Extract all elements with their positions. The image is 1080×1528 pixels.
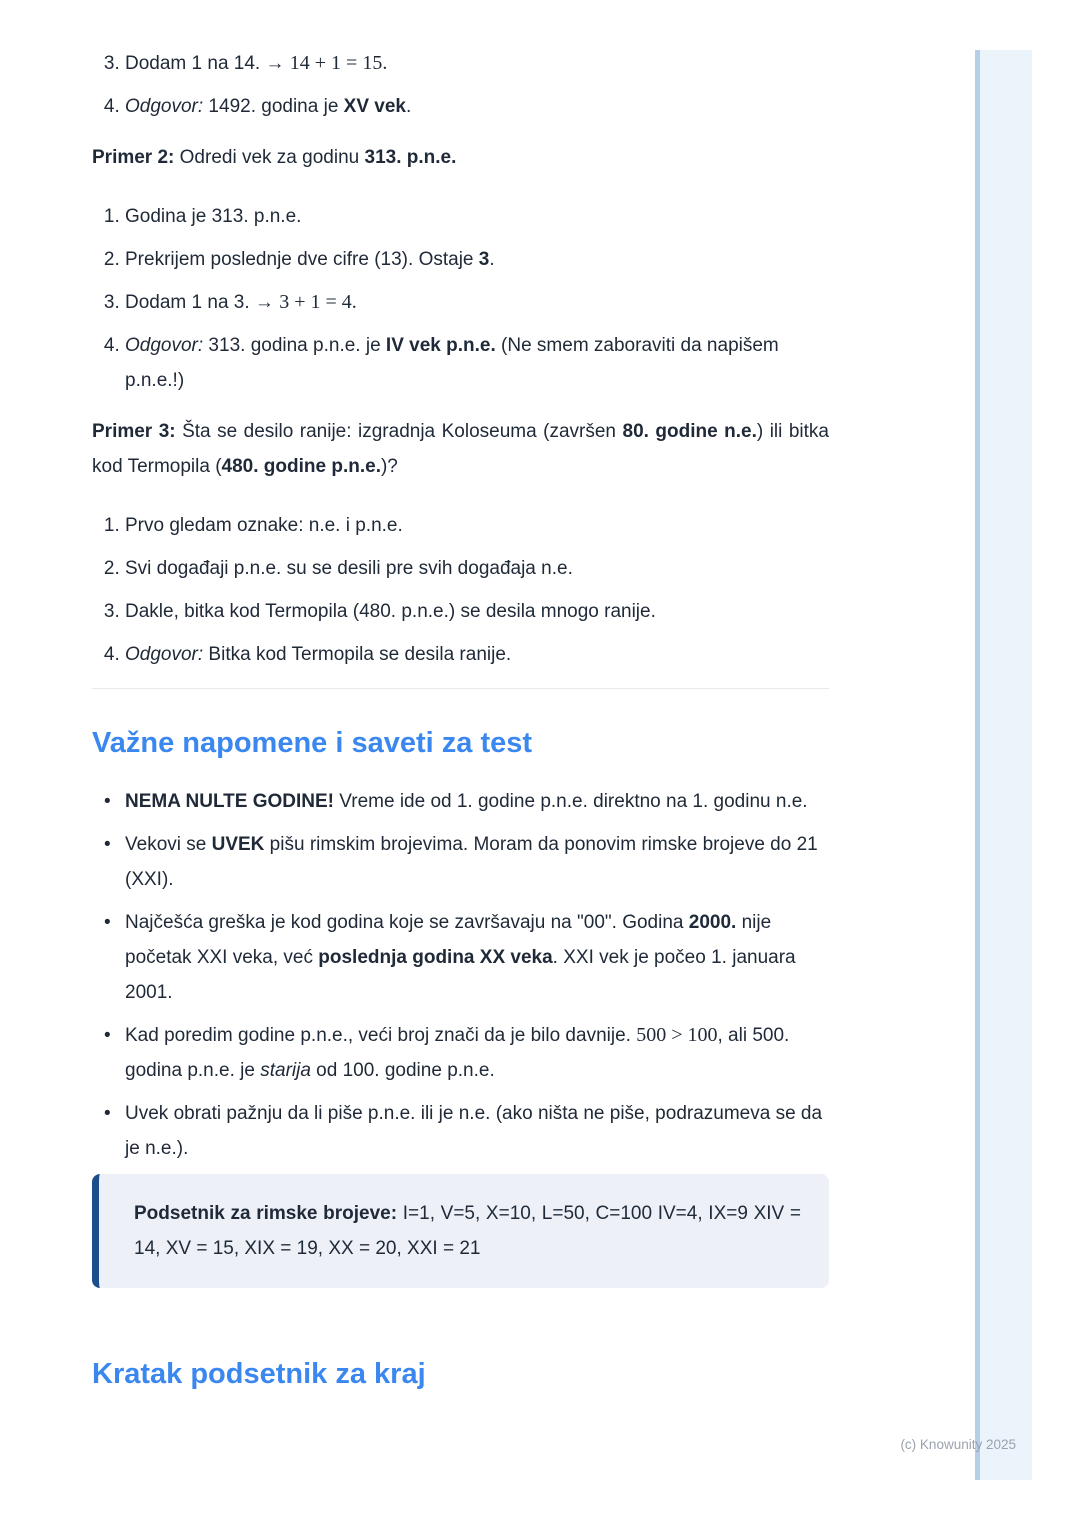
text-segment: starija — [260, 1060, 311, 1081]
text-segment: . XXI vek je počeo 1. januara 2001. — [125, 947, 796, 1003]
note-item — [125, 827, 829, 897]
step-item — [125, 199, 829, 234]
text-segment: . — [406, 96, 412, 117]
note-item — [125, 1096, 829, 1166]
text-segment: nije početak XXI veka, već — [125, 912, 772, 968]
text-segment: Bitka kod Termopila se desila ranije. — [203, 644, 512, 665]
step-item — [125, 594, 829, 629]
text-segment: 480. godine p.n.e. — [221, 456, 381, 477]
text-segment: 14 + 1 = 15. — [289, 52, 388, 74]
text-segment: 313. godina p.n.e. je — [203, 335, 386, 356]
note-item — [125, 784, 829, 819]
text-segment: Odgovor: — [125, 644, 204, 665]
step-item — [125, 328, 829, 398]
text-segment: Godina je 313. p.n.e. — [125, 206, 302, 227]
section-title-notes: Važne napomene i saveti za test — [92, 727, 533, 759]
text-segment: Odgovor: — [125, 335, 204, 356]
text-segment: Dodam 1 na 3. → — [125, 292, 280, 313]
text-segment: Uvek obrati pažnju da li piše p.n.e. ili je n.e. (ako ništa ne piše, podrazumeva se da je n.e.). — [125, 1103, 823, 1159]
steps-list-primer2 — [92, 199, 829, 398]
text-segment: Šta se desilo ranije: izgradnja Koloseuma (završen — [175, 421, 623, 442]
step-item — [125, 242, 829, 277]
text-segment: 2000. — [688, 912, 737, 933]
text-segment: NEMA NULTE GODINE! — [125, 791, 334, 812]
text-segment: , ali 500. godina p.n.e. je — [125, 1025, 790, 1081]
section-divider — [92, 688, 829, 689]
text-segment: Dakle, bitka kod Termopila (480. p.n.e.) se desila mnogo ranije. — [125, 601, 656, 622]
text-segment: poslednja godina XX veka — [318, 947, 553, 968]
primer3-heading — [92, 414, 829, 484]
text-segment: I=1, V=5, X=10, L=50, C=100 IV=4, IX=9 XIV = 14, XV = 15, XIX = 19, XX = 20, XXI = 21 — [134, 1203, 801, 1259]
text-segment: Svi događaji p.n.e. su se desili pre svih događaja n.e. — [125, 558, 573, 579]
text-segment: od 100. godine p.n.e. — [310, 1060, 495, 1081]
page-content — [92, 0, 829, 1392]
text-segment: pišu rimskim brojevima. Moram da ponovim rimske brojeve do 21 (XXI). — [125, 834, 818, 890]
callout-text — [134, 1196, 801, 1266]
text-segment: Odgovor: — [125, 96, 204, 117]
text-segment: Prvo gledam oznake: n.e. i p.n.e. — [125, 515, 403, 536]
steps-list-primer3 — [92, 508, 829, 672]
step-item — [125, 508, 829, 543]
text-segment: . — [489, 249, 495, 270]
step-item — [125, 285, 829, 320]
text-segment: Odredi vek za godinu — [174, 147, 365, 168]
text-segment: Kad poredim godine p.n.e., veći broj znači da je bilo davnije. — [125, 1025, 637, 1046]
text-segment: Podsetnik za rimske brojeve: — [134, 1203, 398, 1224]
text-segment: )? — [380, 456, 398, 477]
text-segment: 500 > 100 — [636, 1024, 718, 1046]
text-segment: UVEK — [211, 834, 265, 855]
text-segment: 3 + 1 = 4. — [279, 291, 357, 313]
text-segment: 3 — [478, 249, 490, 270]
text-segment: 313. p.n.e. — [364, 147, 457, 168]
step-item — [125, 551, 829, 586]
step-item — [125, 637, 829, 672]
text-segment: Najčešća greška je kod godina koje se završavaju na "00". Godina — [125, 912, 689, 933]
primer2-heading — [92, 140, 829, 175]
text-segment: ) ili bitka kod Termopila ( — [92, 421, 829, 477]
watermark: (c) Knowunity 2025 — [900, 1437, 1016, 1452]
text-segment: Vreme ide od 1. godine p.n.e. direktno na 1. godinu n.e. — [334, 791, 808, 812]
section-title-final: Kratak podsetnik za kraj — [92, 1358, 426, 1390]
note-item — [125, 1018, 829, 1088]
text-segment: XV vek — [343, 96, 406, 117]
text-segment: 1492. godina je — [203, 96, 344, 117]
text-segment: 80. godine n.e. — [622, 421, 757, 442]
step-item — [125, 89, 829, 124]
notes-bullet-list — [92, 784, 829, 1166]
step-item — [125, 46, 829, 81]
text-segment: Dodam 1 na 14. → — [125, 53, 290, 74]
right-margin-band — [975, 50, 1032, 1480]
text-segment: IV vek p.n.e. — [385, 335, 496, 356]
callout-box — [92, 1174, 829, 1288]
steps-list-primer1 — [92, 46, 829, 124]
text-segment: (Ne smem zaboraviti da napišem p.n.e.!) — [125, 335, 779, 391]
text-segment: Primer 3: — [92, 421, 176, 442]
text-segment: Prekrijem poslednje dve cifre (13). Ostaje — [125, 249, 479, 270]
text-segment: Vekovi se — [125, 834, 212, 855]
note-item — [125, 905, 829, 1010]
text-segment: Primer 2: — [92, 147, 175, 168]
